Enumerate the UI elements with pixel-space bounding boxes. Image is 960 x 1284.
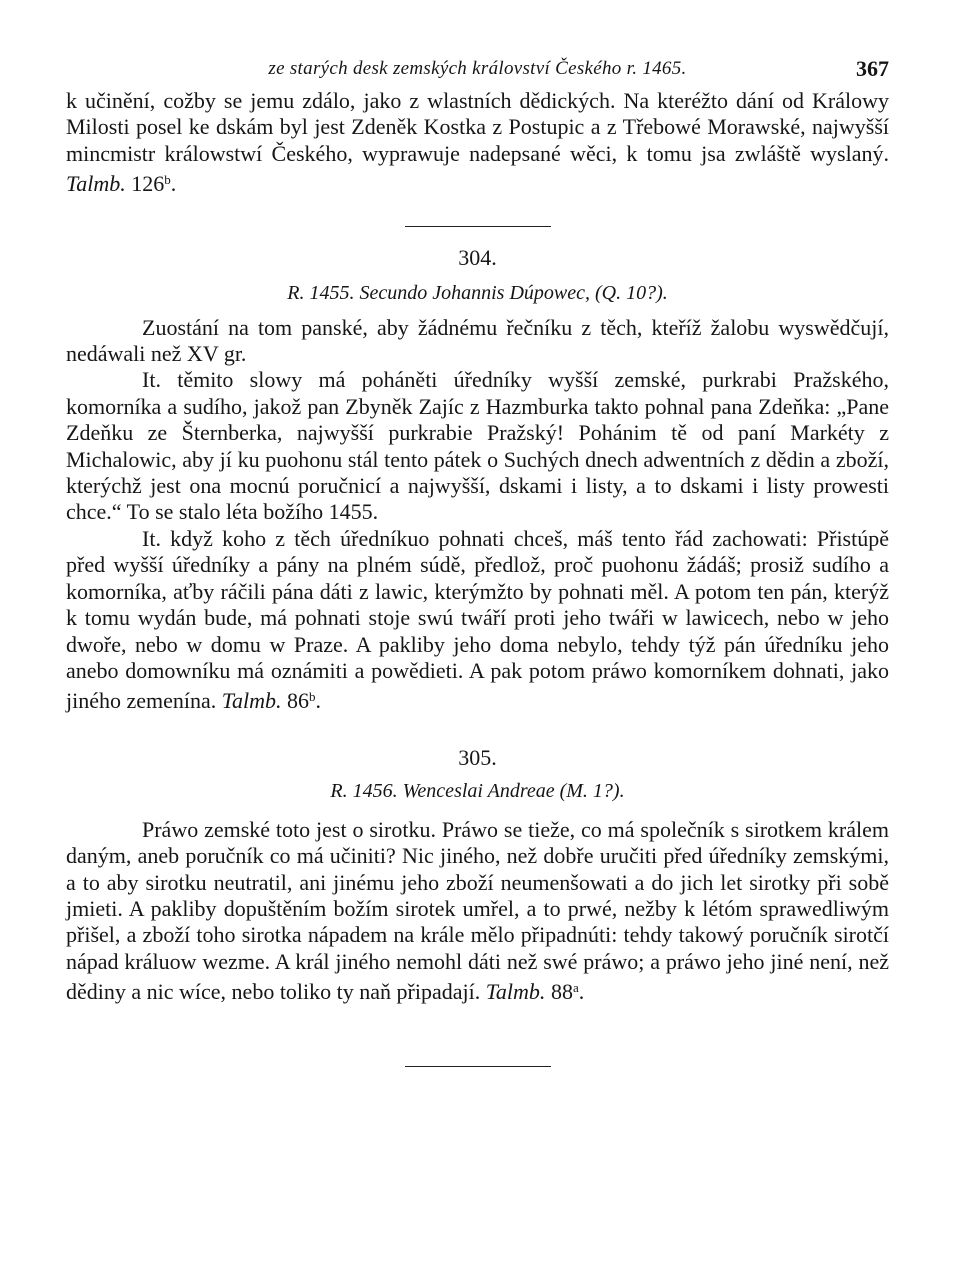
intro-paragraph: [66, 88, 889, 198]
citation-folio-side: a: [572, 980, 579, 996]
section-divider: [405, 226, 551, 227]
running-title: ze starých desk zemských království Českého r. 1465.: [268, 58, 687, 79]
entry-heading: R. 1456. Wenceslai Andreae (M. 1?).: [330, 779, 625, 802]
citation-folio-side: b: [309, 689, 316, 705]
citation-abbreviation: Talmb.: [221, 688, 282, 714]
entry-number: 304.: [458, 244, 497, 270]
section-divider: [405, 1066, 551, 1067]
citation-folio: 86: [287, 688, 309, 714]
citation-end: .: [315, 688, 321, 714]
citation-folio: 88: [550, 979, 573, 1005]
citation-folio-side: b: [164, 172, 171, 188]
entry-paragraph: Zuostání na tom panské, aby žádnému řečníku z těch, kteříž žalobu wyswědčují, nedáwali než XV gr.: [66, 314, 889, 367]
entry-paragraph: It. těmito slowy má poháněti úředníky wyšší zemské, purkrabi Pražského, komorníka a sudího, jakož pan Zbyněk Zajíc z Hazmburka takto pohnal pana Zdeňka: „Pane Zdeňku ze Šternberka, najwyšší purkrabie Pražský! Pohánim tě od paní Markéty z Michalowic, aby jí ku puohonu stál tento pátek o Suchých dnech adwentních z dědin a zboží, kterýchž jest ona mocnú poručnicí a najwyšší, dskami i listy, a to dskami i listy prowesti chce.“ To se stalo léta božího 1455.: [66, 367, 889, 525]
running-head: [66, 52, 889, 88]
paragraph-text: Práwo zemské toto jest o sirotku. Práwo se tieže, co má společník s sirotkem králem daným, aneb poručník co má učiniti? Nic jiného, než dobře uručiti před úředníky zemskými, a to aby sirotku neutratil, ani jinému jeho zboží neumenšowati a do jich let sirotky při sobě jmieti. A pakliby dopuštěním božím sirotek umřel, a to prwé, nežby k létóm sprawedliwým přišel, a zboží toho sirotka nápadem na krále mělo připadnúti: tehdy takowý poručník sirotčí nápad králuow wezme. A král jiného nemohl dáti než swé práwo; a práwo jeho jiné není, než dědiny a nic wíce, nebo toliko ty naň připadají.: [66, 816, 889, 1005]
page-number: 367: [856, 56, 889, 81]
citation-abbreviation: Talmb.: [485, 979, 546, 1005]
citation-abbreviation: Talmb.: [66, 171, 126, 197]
entry-paragraph: [66, 817, 889, 1006]
citation-end: .: [170, 171, 177, 197]
entry-number: 305.: [458, 744, 497, 770]
document-page: [66, 52, 889, 1067]
entry-heading: R. 1455. Secundo Johannis Dúpowec, (Q. 10?).: [287, 281, 668, 304]
intro-text: k učinění, cožby se jemu zdálo, jako z wlastních dědických. Na kteréžto dání od Králowy Milosti posel ke dskám byl jest Zdeněk Kostka z Postupic a z Třebowé Morawské, najwyšší mincmistr králowstwí Českého, wyprawuje nadepsané wěci, k tomu jsa zwláště wyslaný.: [66, 88, 889, 166]
entry-paragraph: [66, 526, 889, 715]
paragraph-text: It. když koho z těch úředníkuo pohnati chceš, máš tento řád zachowati: Přistúpě před wyšší úředníky a pány na plném súdě, předlož, proč puohonu žádáš; prosiž sudího a komorníka, aťby ráčili pána dáti z lawic, kterýmžto by pohnati měl. A potom ten pán, kterýž k tomu wydán bude, má pohnati stoje swú twáří proti jeho twáři w lawicech, nebo w jeho dwoře, nebo w domu w Praze. A pakliby jeho doma nebylo, tehdy týž pán úředníku jeho anebo domowníku má oznámiti a powědieti. A pak potom práwo komorníkem dohnati, jako jiného zemenína.: [66, 525, 889, 714]
citation-folio: 126: [131, 171, 165, 197]
citation-end: .: [578, 979, 585, 1005]
